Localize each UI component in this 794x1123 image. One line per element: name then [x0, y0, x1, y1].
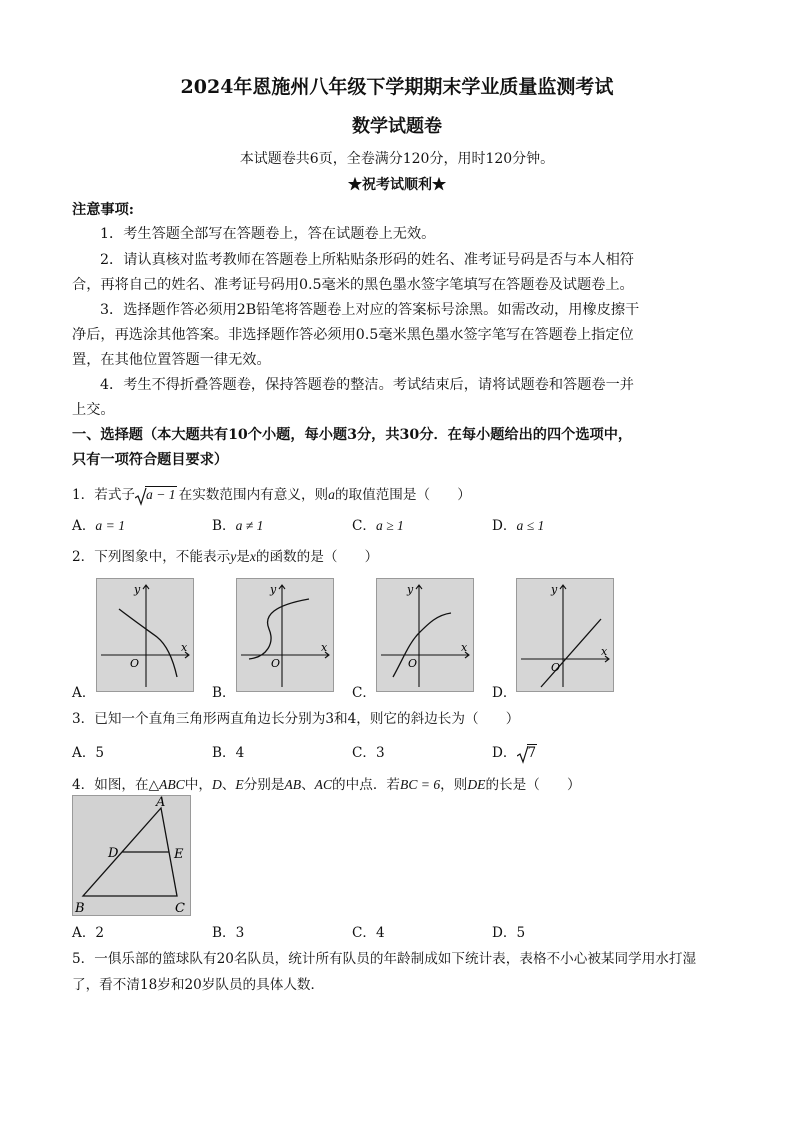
question-5: 5．一俱乐部的篮球队有20名队员，统计所有队员的年龄制成如下统计表，表格不小心被某同学用水打湿: [72, 951, 697, 967]
graph-a[interactable]: [96, 578, 194, 692]
notice-heading: 注意事项:: [72, 202, 134, 218]
q1-option-b[interactable]: B．a ≠ 1: [212, 518, 264, 534]
q2-label-a: A．: [72, 685, 96, 701]
q3-option-c[interactable]: C．3: [352, 745, 385, 761]
triangle-figure: [72, 795, 191, 916]
vertex-a-label: A: [156, 796, 166, 810]
point-d-label: D: [108, 846, 119, 861]
question-2: 2．下列图象中，不能表示y是x的函数的是（ ）: [72, 549, 379, 565]
notice-line: 2．请认真核对监考教师在答题卷上所粘贴条形码的姓名、准考证号码是否与本人相符: [100, 252, 634, 268]
q1-post: 的取值范围是（ ）: [334, 487, 471, 503]
origin-label: O: [130, 657, 140, 670]
sqrt-expression: [135, 487, 177, 503]
q1-option-a[interactable]: A．a = 1: [72, 518, 125, 534]
q4-option-b[interactable]: B．3: [212, 925, 245, 941]
q1-mid: 在实数范围内有意义，则: [178, 487, 329, 503]
q2-label-d: D．: [492, 685, 517, 701]
point-e-label: E: [174, 847, 184, 862]
section-heading: 一、选择题（本大题共有10个小题，每小题3分，共30分．在每小题给出的四个选项中，: [72, 427, 633, 443]
origin-label: O: [551, 661, 561, 674]
notice-line: 3．选择题作答必须用2B铅笔将答题卷上对应的答案标号涂黑。如需改动，用橡皮擦干: [100, 302, 640, 318]
exam-info: 本试题卷共6页，全卷满分120分，用时120分钟。: [239, 151, 555, 167]
vertex-c-label: C: [175, 901, 185, 915]
question-3: 3．已知一个直角三角形两直角边长分别为3和4，则它的斜边长为（ ）: [72, 711, 520, 727]
q4-option-c[interactable]: C．4: [352, 925, 385, 941]
q1-option-d[interactable]: D．a ≤ 1: [492, 518, 545, 534]
y-axis-label: y: [551, 583, 558, 596]
notice-line: 置，在其他位置答题一律无效。: [72, 352, 271, 368]
y-axis-label: y: [134, 583, 141, 596]
q2-label-b: B．: [212, 685, 236, 701]
notice-line: 4．考生不得折叠答题卷，保持答题卷的整洁。考试结束后，请将试题卷和答题卷一并: [100, 377, 634, 393]
q1-pre: 1．若式子: [72, 487, 136, 503]
x-axis-label: x: [181, 641, 188, 654]
q2-label-c: C．: [352, 685, 376, 701]
question-1: [72, 483, 471, 503]
question-4: 4．如图，在△ABC中，D、E分别是AB、AC的中点．若BC = 6，则DE的长是（ ）: [72, 777, 581, 793]
question-5-cont: 了，看不清18岁和20岁队员的具体人数．: [72, 977, 325, 993]
graph-c[interactable]: [376, 578, 474, 692]
radical-sign-icon: [135, 487, 147, 507]
q1-radicand: a − 1: [146, 487, 176, 502]
q4-option-d[interactable]: D．5: [492, 925, 526, 941]
origin-label: O: [271, 657, 281, 670]
exam-blessing: ★祝考试顺利★: [348, 177, 446, 193]
y-axis-label: y: [270, 583, 277, 596]
x-axis-label: x: [461, 641, 468, 654]
exam-title: 2024年恩施州八年级下学期期末学业质量监测考试: [180, 76, 614, 98]
notice-line: 上交。: [72, 402, 115, 418]
y-axis-label: y: [407, 583, 414, 596]
graph-d[interactable]: [516, 578, 614, 692]
notice-line: 净后，再选涂其他答案。非选择题作答必须用0.5毫米黑色墨水签字笔写在答题卷上指定位: [72, 327, 634, 343]
q1-option-c[interactable]: C．a ≥ 1: [352, 518, 404, 534]
exam-subtitle: 数学试题卷: [352, 116, 442, 137]
graph-b[interactable]: [236, 578, 334, 692]
sqrt-expression: 7: [517, 745, 538, 761]
x-axis-label: x: [321, 641, 328, 654]
q1-var: a: [328, 487, 335, 502]
q3-option-b[interactable]: B．4: [212, 745, 245, 761]
q4-option-a[interactable]: A．2: [72, 925, 105, 941]
vertex-b-label: B: [75, 901, 85, 915]
q3-option-d[interactable]: D． 7: [492, 741, 537, 761]
radical-sign-icon: [517, 745, 529, 765]
q3-option-a[interactable]: A．5: [72, 745, 105, 761]
x-axis-label: x: [601, 645, 608, 658]
origin-label: O: [408, 657, 418, 670]
notice-line: 合，再将自己的姓名、准考证号码用0.5毫米的黑色墨水签字笔填写在答题卷及试题卷上。: [72, 277, 634, 293]
notice-line: 1．考生答题全部写在答题卷上，答在试题卷上无效。: [100, 226, 436, 242]
section-heading: 只有一项符合题目要求）: [72, 452, 229, 468]
